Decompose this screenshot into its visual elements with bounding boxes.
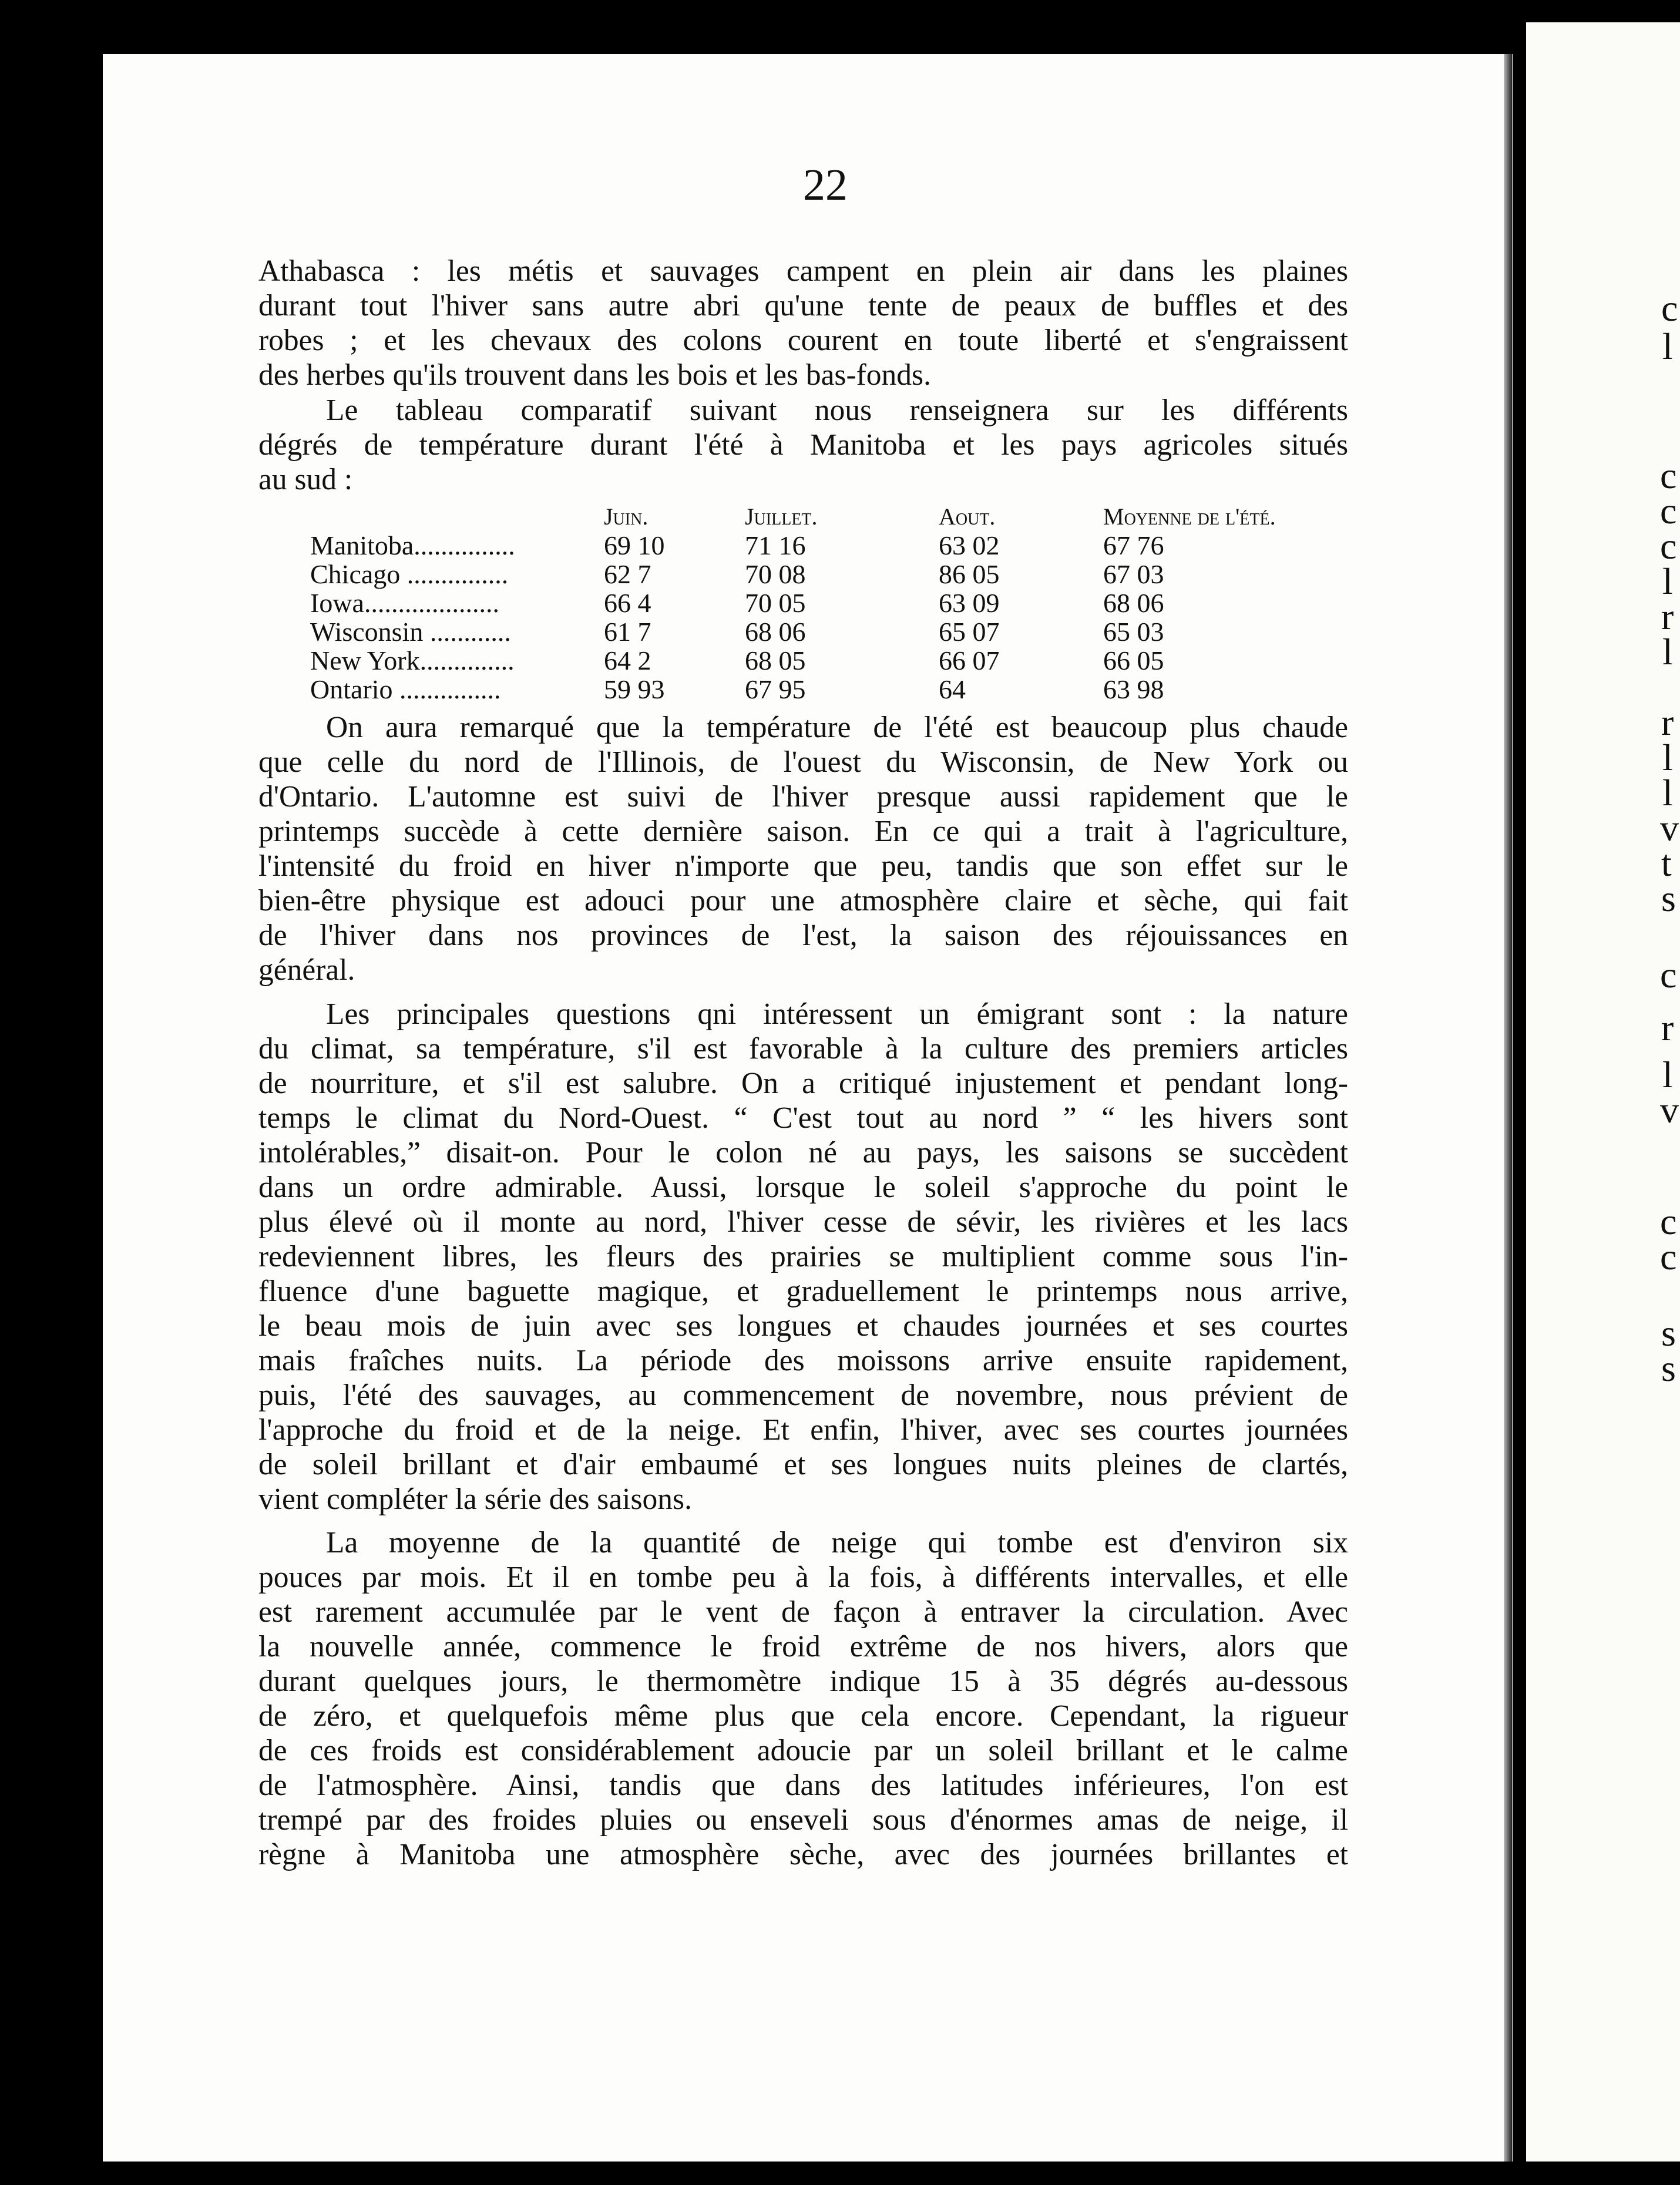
page-fold <box>1504 54 1512 2162</box>
edge-fragment: c <box>1661 287 1678 329</box>
table-row <box>310 617 1367 646</box>
table-cell: 63 98 <box>1103 674 1164 704</box>
table-cell: 71 16 <box>745 530 806 560</box>
text-line: de ces froids est considérablement adoucie par un soleil brillant et le calme <box>258 1734 1348 1767</box>
paragraph-snow <box>258 1525 1348 1872</box>
paragraph-athabasca <box>258 254 1348 392</box>
column-header <box>310 502 604 531</box>
edge-fragment: v <box>1660 1089 1679 1131</box>
table-cell: 66 05 <box>1103 646 1164 675</box>
table-cell: 69 10 <box>604 530 665 560</box>
text-line: que celle du nord de l'Illinois, de l'ouest du Wisconsin, de New York ou <box>258 745 1348 779</box>
table-header-row <box>310 502 1367 531</box>
text-line: plus élevé où il monte au nord, l'hiver cesse de sévir, les rivières et les lacs <box>258 1205 1348 1239</box>
table-cell: 63 02 <box>939 530 1000 560</box>
text-line: temps le climat du Nord-Ouest. “ C'est tout au nord ” “ les hivers sont <box>258 1101 1348 1135</box>
table-cell: 61 7 <box>604 617 651 647</box>
text-line: pouces par mois. Et il en tombe peu à la fois, à différents intervalles, et elle <box>258 1561 1348 1594</box>
text-line: puis, l'été des sauvages, au commencement de novembre, nous prévient de <box>258 1379 1348 1412</box>
table-cell: 68 05 <box>745 646 806 675</box>
text-line: durant quelques jours, le thermomètre indique 15 à 35 dégrés au-dessous <box>258 1665 1348 1698</box>
edge-fragment: c <box>1660 1201 1677 1242</box>
text-line: du climat, sa température, s'il est favorable à la culture des premiers articles <box>258 1032 1348 1065</box>
edge-fragment: r <box>1661 596 1674 637</box>
edge-fragment: s <box>1661 878 1676 919</box>
text-line: Athabasca : les métis et sauvages campent en plein air dans les plaines <box>258 254 1348 288</box>
text-line: Le tableau comparatif suivant nous renseignera sur les différents <box>326 394 1348 427</box>
text-line: printemps succède à cette dernière saison. En ce qui a trait à l'agriculture, <box>258 815 1348 848</box>
table-row <box>310 646 1367 675</box>
text-line: l'approche du froid et de la neige. Et enfin, l'hiver, avec ses courtes journées <box>258 1413 1348 1447</box>
table-cell: 68 06 <box>745 617 806 647</box>
edge-fragment: l <box>1662 560 1673 602</box>
edge-fragment: c <box>1660 525 1677 567</box>
edge-fragment: c <box>1660 490 1677 532</box>
text-line: On aura remarqué que la température de l'été est beaucoup plus chaude <box>326 711 1348 744</box>
edge-fragment: c <box>1660 1236 1677 1278</box>
table-cell: 70 08 <box>745 559 806 589</box>
edge-fragment: l <box>1662 772 1673 814</box>
text-line: robes ; et les chevaux des colons courent en toute liberté et s'engraissent <box>258 324 1348 357</box>
text-line: fluence d'une baguette magique, et graduellement le printemps nous arrive, <box>258 1275 1348 1308</box>
edge-fragment: c <box>1660 455 1677 496</box>
table-cell: 63 09 <box>939 588 1000 618</box>
text-line: général. <box>258 953 355 987</box>
text-line: de l'hiver dans nos provinces de l'est, la saison des réjouissances en <box>258 919 1348 952</box>
table-cell: Iowa.................... <box>310 588 499 618</box>
table-cell: 67 03 <box>1103 559 1164 589</box>
text-line: bien-être physique est adouci pour une atmosphère claire et sèche, qui fait <box>258 884 1348 917</box>
table-cell: Ontario ............... <box>310 674 501 704</box>
table-cell: 86 05 <box>939 559 1000 589</box>
text-line: de nourriture, et s'il est salubre. On a critiqué injustement et pendant long- <box>258 1067 1348 1100</box>
text-line: de l'atmosphère. Ainsi, tandis que dans des latitudes inférieures, l'on est <box>258 1769 1348 1802</box>
text-line: de zéro, et quelquefois même plus que cela encore. Cependant, la rigueur <box>258 1699 1348 1733</box>
edge-fragment: l <box>1662 737 1673 778</box>
edge-fragment: s <box>1661 1312 1676 1354</box>
table-cell: 67 95 <box>745 674 806 704</box>
edge-fragment: l <box>1662 631 1673 673</box>
table-row <box>310 531 1367 560</box>
table-cell: 65 07 <box>939 617 1000 647</box>
text-line: La moyenne de la quantité de neige qui tombe est d'environ six <box>326 1526 1348 1559</box>
text-line: des herbes qu'ils trouvent dans les bois et les bas-fonds. <box>258 358 931 392</box>
table-cell: 67 76 <box>1103 530 1164 560</box>
temperature-table <box>310 502 1367 704</box>
table-row <box>310 589 1367 617</box>
text-line: durant tout l'hiver sans autre abri qu'une tente de peaux de buffles et des <box>258 289 1348 322</box>
text-line: trempé par des froides pluies ou enseveli sous d'énormes amas de neige, il <box>258 1803 1348 1837</box>
column-header: Juillet. <box>745 503 818 530</box>
edge-fragment: l <box>1662 325 1673 367</box>
table-cell: 68 06 <box>1103 588 1164 618</box>
page-number: 22 <box>803 160 848 210</box>
text-line: au sud : <box>258 463 353 496</box>
paragraph-temperature-remark <box>258 710 1348 987</box>
column-header: Juin. <box>604 503 649 530</box>
text-line: redeviennent libres, les fleurs des prairies se multiplient comme sous l'in- <box>258 1240 1348 1273</box>
edge-fragment: c <box>1660 954 1677 996</box>
table-cell: 66 07 <box>939 646 1000 675</box>
table-row <box>310 675 1367 704</box>
table-cell: 70 05 <box>745 588 806 618</box>
table-cell: 66 4 <box>604 588 651 618</box>
table-cell: 64 2 <box>604 646 651 675</box>
table-cell: Manitoba............... <box>310 530 515 560</box>
text-line: l'intensité du froid en hiver n'importe que peu, tandis que son effet sur le <box>258 849 1348 883</box>
text-line: Les principales questions qni intéressent un émigrant sont : la nature <box>326 997 1348 1031</box>
paragraph-emigrant-questions <box>258 997 1348 1517</box>
table-cell: New York.............. <box>310 646 515 675</box>
paragraph-tableau-intro <box>258 393 1348 497</box>
edge-fragment: t <box>1661 842 1672 884</box>
edge-fragment: s <box>1661 1347 1676 1389</box>
table-row <box>310 560 1367 589</box>
text-line: dans un ordre admirable. Aussi, lorsque le soleil s'approche du point le <box>258 1171 1348 1204</box>
edge-fragment: l <box>1662 1054 1673 1095</box>
column-header: Aout. <box>939 503 996 530</box>
table-cell: 64 <box>939 674 966 704</box>
table-cell: 62 7 <box>604 559 651 589</box>
edge-fragment: r <box>1661 701 1674 743</box>
edge-fragment: r <box>1661 1007 1674 1048</box>
table-cell: 59 93 <box>604 674 665 704</box>
text-line: la nouvelle année, commence le froid extrême de nos hivers, alors que <box>258 1630 1348 1663</box>
text-line: règne à Manitoba une atmosphère sèche, avec des journées brillantes et <box>258 1838 1348 1871</box>
text-line: intolérables,” disait-on. Pour le colon né au pays, les saisons se succèdent <box>258 1136 1348 1169</box>
text-line: dégrés de température durant l'été à Manitoba et les pays agricoles situés <box>258 428 1348 462</box>
text-line: mais fraîches nuits. La période des moissons arrive ensuite rapidement, <box>258 1344 1348 1377</box>
adjacent-page-edge <box>1526 22 1680 2162</box>
text-line: de soleil brillant et d'air embaumé et ses longues nuits pleines de clartés, <box>258 1448 1348 1481</box>
text-line: le beau mois de juin avec ses longues et chaudes journées et ses courtes <box>258 1309 1348 1343</box>
text-line: est rarement accumulée par le vent de façon à entraver la circulation. Avec <box>258 1595 1348 1629</box>
edge-fragment: v <box>1660 807 1679 849</box>
table-cell: Chicago ............... <box>310 559 509 589</box>
text-line: d'Ontario. L'automne est suivi de l'hiver presque aussi rapidement que le <box>258 780 1348 814</box>
table-cell: Wisconsin ............ <box>310 617 511 647</box>
column-header: Moyenne de l'été. <box>1103 503 1276 530</box>
table-cell: 65 03 <box>1103 617 1164 647</box>
text-line: vient compléter la série des saisons. <box>258 1483 692 1516</box>
